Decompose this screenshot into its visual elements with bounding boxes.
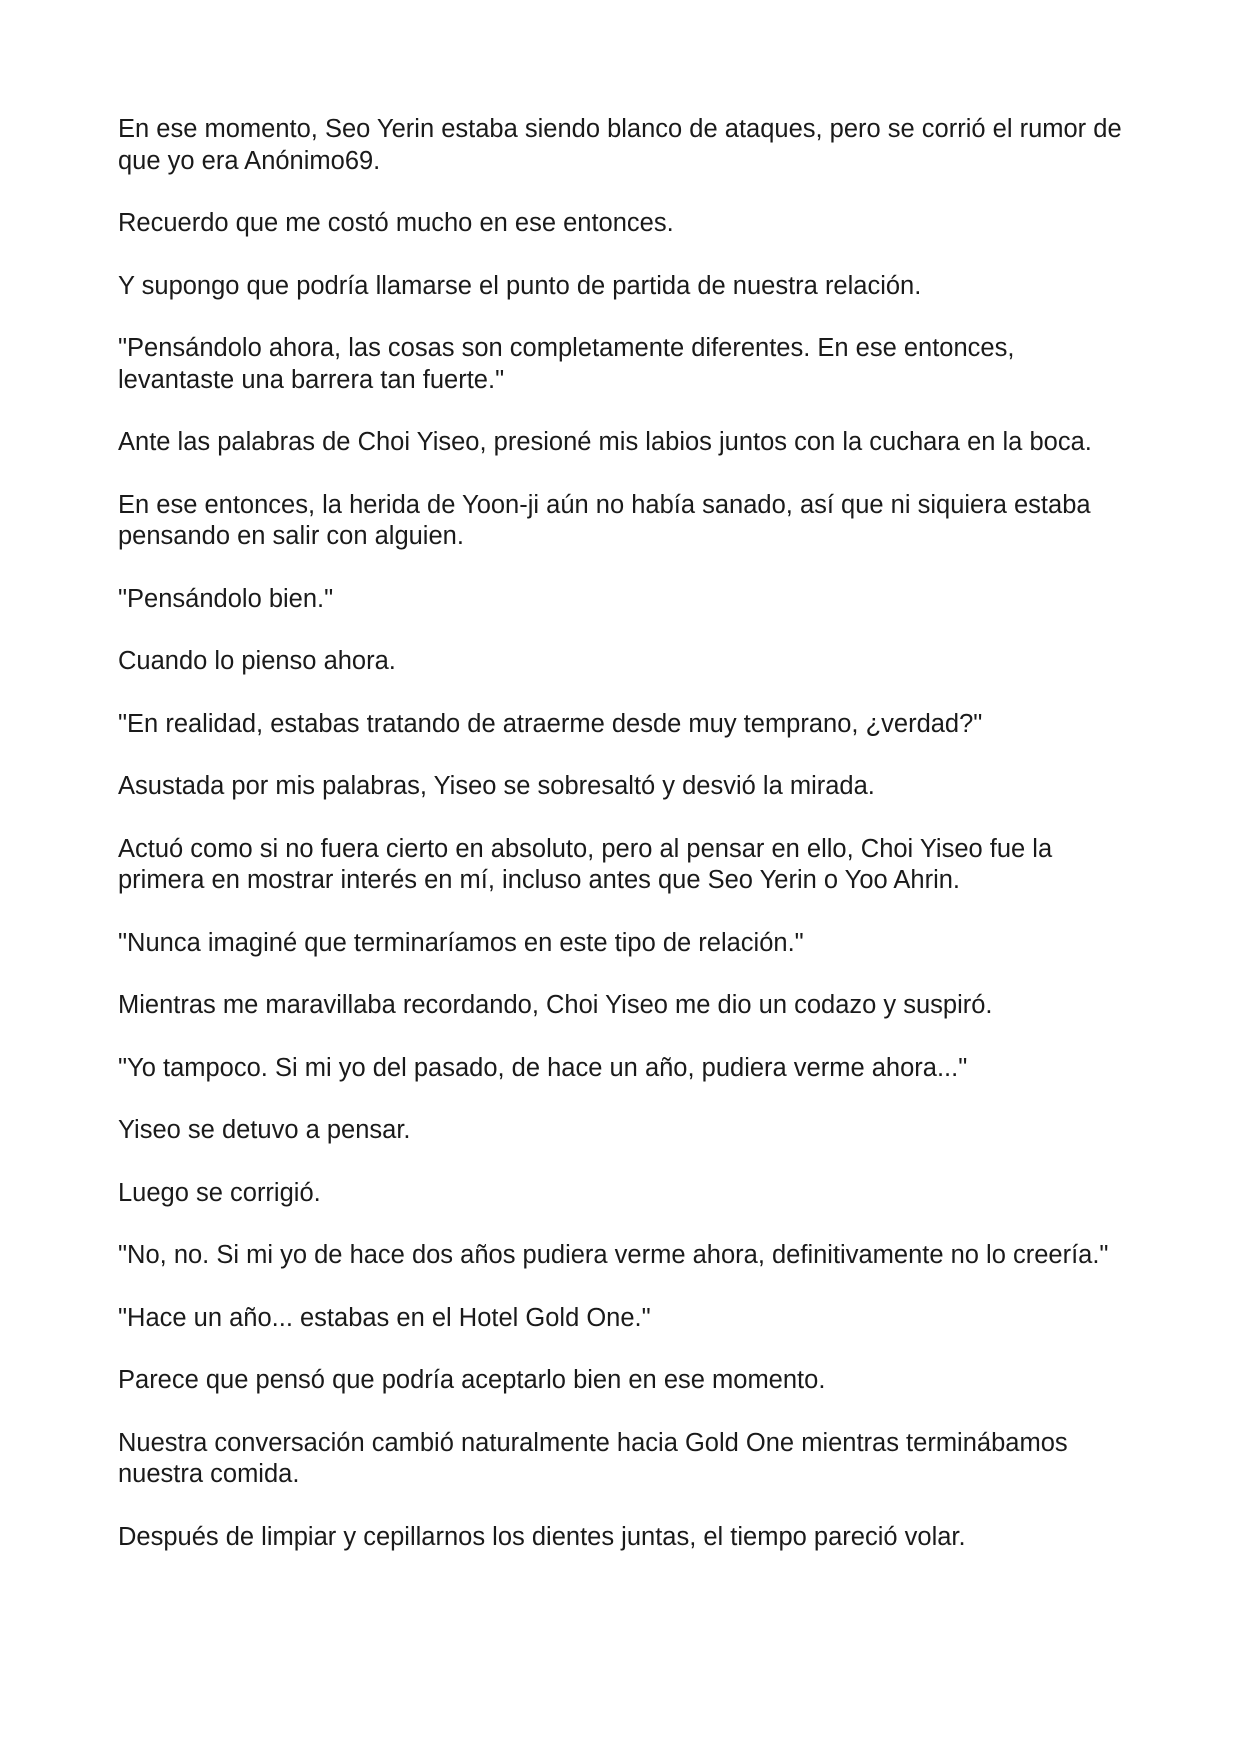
paragraph: "Yo tampoco. Si mi yo del pasado, de hace un año, pudiera verme ahora..."	[118, 1053, 968, 1082]
paragraph: Actuó como si no fuera cierto en absoluto, pero al pensar en ello, Choi Yiseo fue la primera en mostrar interés en mí, incluso antes que Seo Yerin o Yoo Ahrin.	[118, 834, 1053, 894]
paragraph: Nuestra conversación cambió naturalmente hacia Gold One mientras terminábamos nuestra comida.	[118, 1428, 1068, 1488]
paragraph: "Pensándolo ahora, las cosas son completamente diferentes. En ese entonces, levantaste una barrera tan fuerte."	[118, 334, 1015, 394]
paragraph: "Pensándolo bien."	[118, 584, 334, 613]
paragraph: Parece que pensó que podría aceptarlo bien en ese momento.	[118, 1366, 826, 1394]
paragraph: Cuando lo pienso ahora.	[118, 647, 396, 675]
paragraph: Mientras me maravillaba recordando, Choi Yiseo me dio un codazo y suspiró.	[118, 991, 993, 1019]
paragraph: "No, no. Si mi yo de hace dos años pudiera verme ahora, definitivamente no lo creería."	[118, 1241, 1109, 1269]
body-text	[118, 114, 1128, 1584]
paragraph: Recuerdo que me costó mucho en ese entonces.	[118, 209, 674, 237]
paragraph: Ante las palabras de Choi Yiseo, presioné mis labios juntos con la cuchara en la boca.	[118, 428, 1092, 456]
paragraph: Yiseo se detuvo a pensar.	[118, 1116, 411, 1144]
paragraph: En ese momento, Seo Yerin estaba siendo blanco de ataques, pero se corrió el rumor de que yo era Anónimo69.	[118, 115, 1122, 175]
paragraph: Después de limpiar y cepillarnos los dientes juntas, el tiempo pareció volar.	[118, 1522, 966, 1551]
paragraph: "En realidad, estabas tratando de atraerme desde muy temprano, ¿verdad?"	[118, 709, 983, 738]
paragraph: Luego se corrigió.	[118, 1178, 321, 1207]
paragraph: "Hace un año... estabas en el Hotel Gold One."	[118, 1303, 651, 1332]
paragraph: Y supongo que podría llamarse el punto de partida de nuestra relación.	[118, 271, 922, 300]
paragraph: "Nunca imaginé que terminaríamos en este tipo de relación."	[118, 928, 804, 957]
paragraph: En ese entonces, la herida de Yoon-ji aún no había sanado, así que ni siquiera estaba pensando en salir con alguien.	[118, 490, 1091, 550]
paragraph: Asustada por mis palabras, Yiseo se sobresaltó y desvió la mirada.	[118, 772, 875, 800]
